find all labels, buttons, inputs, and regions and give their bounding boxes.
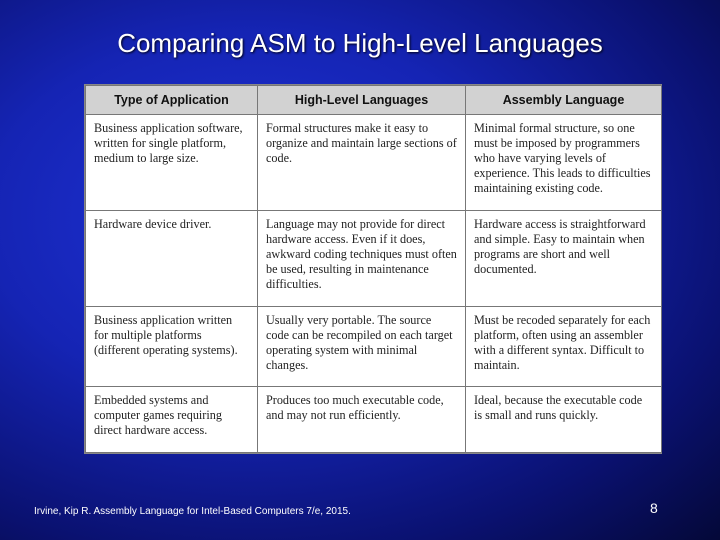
comparison-table-grid — [85, 85, 662, 453]
cell-assembly: Hardware access is straightforward and simple. Easy to maintain when programs are short and well documented. — [466, 211, 662, 307]
page-number: 8 — [650, 500, 658, 516]
cell-high-level: Language may not provide for direct hardware access. Even if it does, awkward coding techniques must often be used, resulting in maintenance difficulties. — [258, 211, 466, 307]
header-high-level-languages: High-Level Languages — [258, 86, 466, 115]
cell-high-level: Formal structures make it easy to organize and maintain large sections of code. — [258, 115, 466, 211]
table-header-row — [86, 86, 662, 115]
table-row — [86, 211, 662, 307]
header-assembly-language: Assembly Language — [466, 86, 662, 115]
comparison-table — [84, 84, 662, 454]
table-row — [86, 307, 662, 387]
cell-application: Business application written for multiple platforms (different operating systems). — [86, 307, 258, 387]
cell-application: Hardware device driver. — [86, 211, 258, 307]
cell-high-level: Usually very portable. The source code can be recompiled on each target operating system with minimal changes. — [258, 307, 466, 387]
table-row — [86, 387, 662, 453]
citation-footer: Irvine, Kip R. Assembly Language for Intel-Based Computers 7/e, 2015. — [34, 506, 351, 517]
cell-application: Business application software, written for single platform, medium to large size. — [86, 115, 258, 211]
slide-title: Comparing ASM to High-Level Languages — [117, 28, 603, 58]
cell-assembly: Must be recoded separately for each platform, often using an assembler with a different syntax. Difficult to maintain. — [466, 307, 662, 387]
cell-assembly: Minimal formal structure, so one must be imposed by programmers who have varying levels of experience. This leads to difficulties maintaining existing code. — [466, 115, 662, 211]
header-type-of-application: Type of Application — [86, 86, 258, 115]
cell-assembly: Ideal, because the executable code is small and runs quickly. — [466, 387, 662, 453]
table-row — [86, 115, 662, 211]
cell-high-level: Produces too much executable code, and may not run efficiently. — [258, 387, 466, 453]
cell-application: Embedded systems and computer games requiring direct hardware access. — [86, 387, 258, 453]
